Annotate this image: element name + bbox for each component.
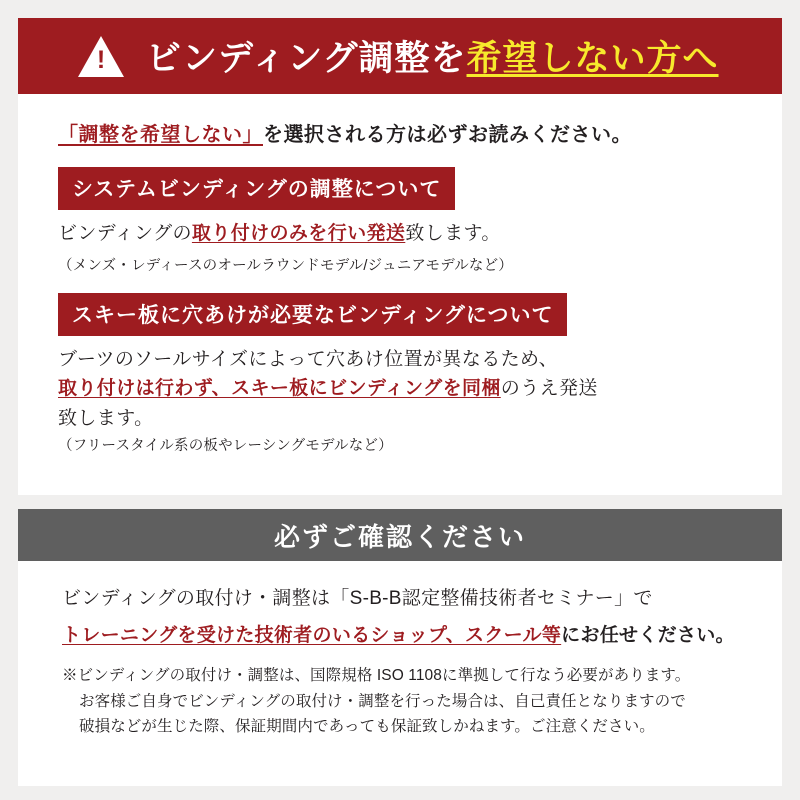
fine-print	[62, 663, 752, 740]
banner-title-plain: ビンディング調整を	[146, 39, 467, 78]
paragraph-suffix: 致します。	[405, 223, 501, 244]
fine-print-line-3: 破損などが生じた際、保証期間内であっても保証致しかねます。ご注意ください。	[79, 718, 655, 736]
line-2-suffix: のうえ発送	[500, 378, 598, 400]
banner-title	[146, 31, 719, 81]
section-line-3: 致します。	[58, 407, 154, 429]
confirmation-banner	[18, 509, 782, 561]
lead-text	[58, 118, 756, 147]
section-drilling-required	[44, 293, 756, 456]
section-line-1: ブーツのソールサイズによって穴あけ位置が異なるため、	[58, 348, 559, 370]
section-paragraph	[58, 220, 756, 248]
confirmation-line-2-suffix: にお任せください。	[561, 625, 735, 647]
section-heading: システムビンディングの調整について	[58, 167, 455, 210]
lead-quoted: 「調整を希望しない」	[58, 124, 263, 146]
line-2-underline: 取り付けは行わず、スキー板にビンディングを同梱	[58, 378, 501, 400]
section-line-2	[58, 375, 756, 403]
fine-print-line-1: ※ビンディングの取付け・調整は、国際規格 ISO 1108に準拠して行なう必要があります。	[62, 667, 691, 685]
section-note: （メンズ・レディースのオールラウンドモデル/ジュニアモデルなど）	[58, 257, 513, 274]
lead-rest: を選択される方は必ずお読みください。	[263, 124, 632, 146]
paragraph-underline: 取り付けのみを行い発送	[191, 223, 406, 244]
section-heading: スキー板に穴あけが必要なビンディングについて	[58, 293, 567, 336]
paragraph-prefix: ビンディングの	[58, 223, 192, 244]
confirmation-line-1: ビンディングの取付け・調整は「S-B-B認定整備技術者セミナー」で	[62, 588, 653, 610]
binding-adjustment-card	[18, 18, 782, 495]
confirmation-banner-title: 必ずご確認ください	[273, 521, 526, 552]
section-system-binding	[44, 167, 756, 275]
fine-print-line-2: お客様ご自身でビンディングの取付け・調整を行った場合は、自己責任となりますので	[79, 692, 686, 710]
warning-banner	[18, 18, 782, 94]
confirmation-line-2-underline: トレーニングを受けた技術者のいるショップ、スクール等	[62, 625, 562, 647]
banner-title-highlight: 希望しない方へ	[466, 39, 719, 78]
confirmation-body	[18, 561, 782, 750]
card-body	[18, 94, 782, 485]
warning-triangle-icon: !	[78, 36, 124, 77]
confirmation-card	[18, 509, 782, 786]
confirmation-line-2	[62, 620, 752, 647]
section-note: （フリースタイル系の板やレーシングモデルなど）	[58, 438, 393, 455]
